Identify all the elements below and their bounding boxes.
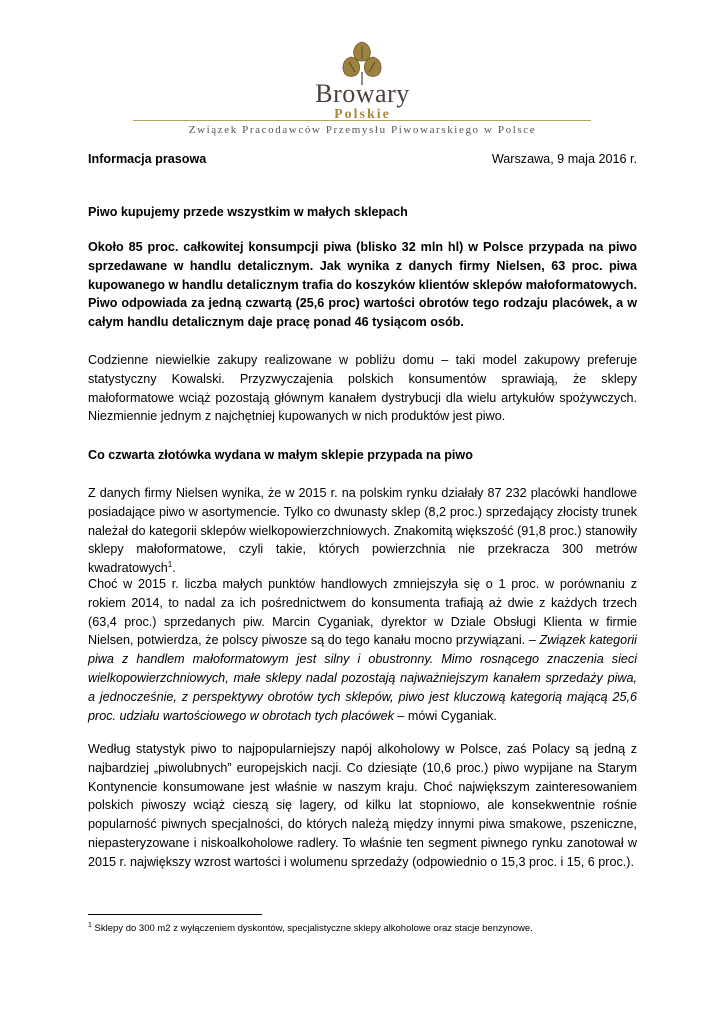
press-label: Informacja prasowa (88, 152, 207, 166)
section-subheading: Co czwarta złotówka wydana w małym sklepie przypada na piwo (88, 448, 473, 462)
logo-brand-text: Browary (315, 79, 410, 108)
press-header-row (88, 150, 637, 169)
footnote (88, 922, 637, 936)
lead-paragraph: Około 85 proc. całkowitej konsumpcji piwa (blisko 32 mln hl) w Polsce przypada na piwo sprzedawane w handlu detalicznym. Jak wynika z danych firmy Nielsen, 63 proc. piwa kupowanego w handlu detalicznym trafia do koszyków klientów sklepów małoformatowych. Piwo odpowiada za jedną czwartą (25,6 proc) wartości obrotów tego rodzaju placówek, a w całym handlu detalicznym daje pracę ponad 46 tysiącom osób. (88, 240, 637, 330)
paragraph-4: Według statystyk piwo to najpopularniejszy napój alkoholowy w Polsce, zaś Polacy są jedną z najbardziej „piwolubnych” europejskich nacji. Co dziesiąte (10,6 proc.) piwo wypijane na Starym Kontynencie konsumowane jest właśnie w naszym kraju. Choć największym zainteresowaniem polskich piwoszy wciąż cieszą się lagery, od kilku lat stopniowo, ale konsekwentnie rośnie popularność piwnych specjalności, do których należą między innymi piwa smakowe, pszeniczne, niepasteryzowane i niskoalkoholowe radlery. To właśnie ten segment piwnego rynku zanotował w 2015 r. największy wzrost wartości i wolumenu sprzedaży (odpowiednio o 15,3 proc. i 15, 6 proc.). (88, 742, 637, 869)
quote-text: Związek kategorii piwa z handlem małoformatowym jest silny i obustronny. Mimo rosnącego znaczenia sieci wielkopowierzchniowych, małe sklepy nadal pozostają najważniejszym kanałem sprzedaży piwa, a jednocześnie, z perspektywy obrotów tych sklepów, piwo jest kluczową kategorią mającą 25,6 proc. udziału wartościowego w obrotach tych placówek (88, 633, 637, 723)
footnote-text: Sklepy do 300 m2 z wyłączeniem dyskontów, specjalistyczne sklepy alkoholowe oraz stacje benzynowe. (94, 923, 533, 934)
footnote-divider (88, 914, 262, 915)
paragraph-1: Codzienne niewielkie zakupy realizowane w pobliżu domu – taki model zakupowy preferuje statystyczny Kowalski. Przyzwyczajenia polskich konsumentów sprawiają, że sklepy małoformatowe wciąż pozostają głównym kanałem dystrybucji dla wielu artykułów spożywczych. Niezmiennie jednym z najchętniej kupowanych w nich produktów jest piwo. (88, 353, 637, 424)
press-date: Warszawa, 9 maja 2016 r. (491, 152, 637, 166)
paragraph-2: Z danych firmy Nielsen wynika, że w 2015 r. na polskim rynku działały 87 232 placówki handlowe posiadające piwo w asortymencie. Tylko co dwunasty sklep (8,2 proc.) sprzedający złocisty trunek należał do kategorii sklepów wielkopowierzchniowych. Znakomitą większość (91,8 proc.) stanowiły sklepy małoformatowe, czyli takie, których powierzchnia nie przekracza 300 metrów kwadratowych$^1$. (88, 486, 637, 576)
logo-sub-text: Polskie (334, 107, 391, 122)
paragraph-2-text: Z danych firmy Nielsen wynika, że w 2015 r. na polskim rynku działały 87 232 placówki handlowe posiadające piwo w asortymencie. Tylko co dwunasty sklep (8,2 proc.) sprzedający złocisty trunek należał do kategorii sklepów wielkopowierzchniowych. Znakomitą większość (91,8 proc.) stanowiły sklepy małoformatowe, czyli takie, których powierzchnia nie przekracza 300 metrów kwadratowych (88, 486, 637, 576)
logo-divider (133, 120, 591, 121)
footnote-number: 1 (88, 921, 92, 929)
browary-polskie-logo (0, 38, 725, 138)
paragraph-3 (88, 575, 637, 725)
paragraph-3-attribution: – mówi Cyganiak. (393, 708, 497, 723)
page-title: Piwo kupujemy przede wszystkim w małych sklepach (88, 205, 408, 219)
footnote-reference: 1 (167, 560, 173, 569)
paragraph-3-text: Choć w 2015 r. liczba małych punktów handlowych zmniejszyła się o 1 proc. w porównaniu z rokiem 2014, to nadal za ich pośrednictwem do konsumenta trafiają aż dwie z każdych trzech (63,4 proc.) sprzedanych piw. Marcin Cyganiak, dyrektor w Dziale Obsługi Klienta w firmie Nielsen, potwierdza, że polscy piwosze są do tego kanału mocno przywiązani. – (88, 577, 637, 648)
logo-tagline: Związek Pracodawców Przemysłu Piwowarskiego w Polsce (188, 124, 537, 136)
